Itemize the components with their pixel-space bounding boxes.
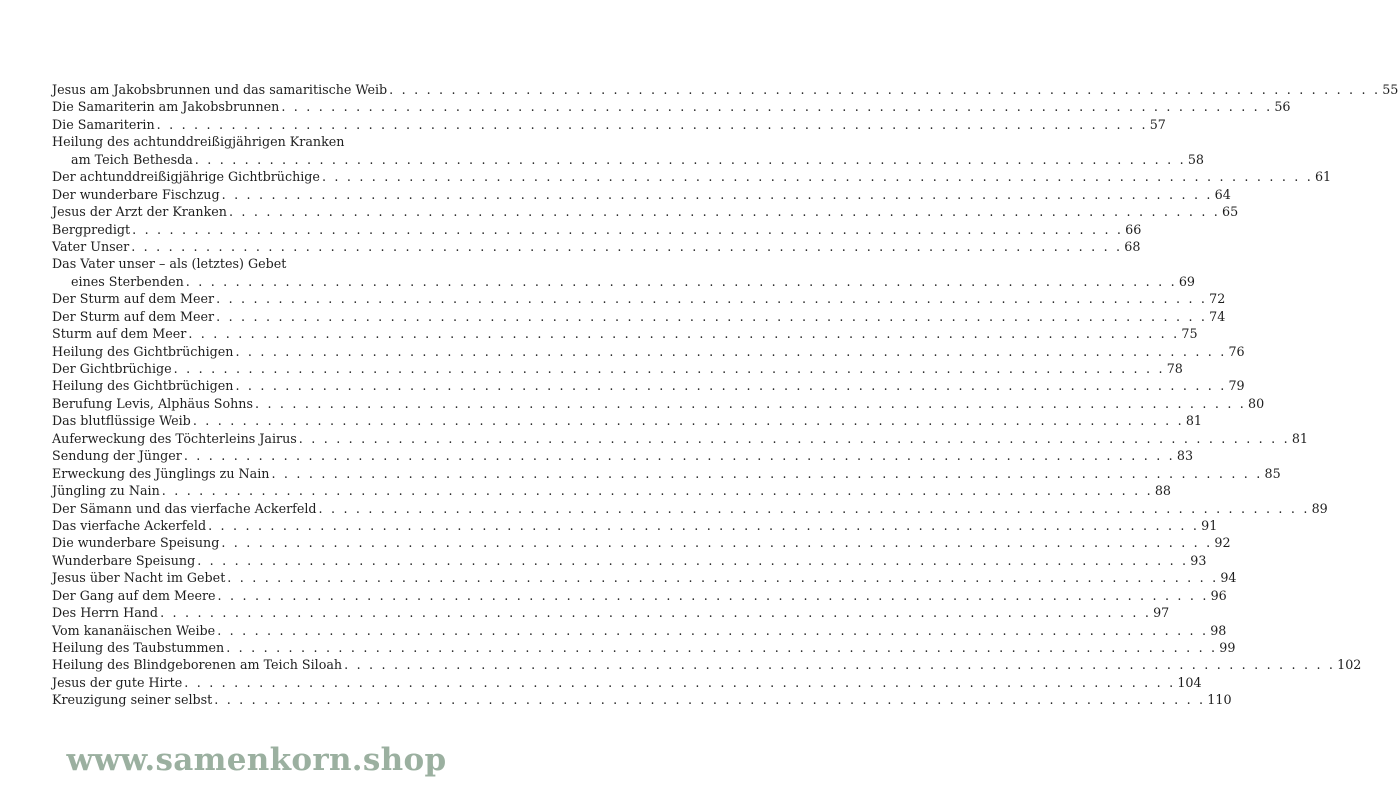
toc-entry-page: 64 bbox=[1214, 186, 1231, 202]
toc-entry bbox=[52, 639, 1236, 656]
toc-entry-title: Die wunderbare Speisung bbox=[52, 535, 220, 551]
toc-entry-title: Jesus über Nacht im Gebet bbox=[52, 570, 226, 586]
toc-dot-leader: . . . . . . . . . . . . . . . . . . . . . . . . . . . . . . . . . . . . . . . . . . . . . . . . . . . . . . . . . . . . . . . . . . . . . . . . . . . . . . . . bbox=[389, 82, 1381, 97]
toc-dot-leader: . . . . . . . . . . . . . . . . . . . . . . . . . . . . . . . . . . . . . . . . . . . . . . . . . . . . . . . . . . . . . . . . . . . . . . . . . . . . . . . . bbox=[188, 326, 1180, 342]
toc-entry-page: 75 bbox=[1181, 326, 1198, 342]
toc-entry-title: Der Sturm auf dem Meer bbox=[52, 308, 215, 324]
toc-dot-leader: . . . . . . . . . . . . . . . . . . . . . . . . . . . . . . . . . . . . . . . . . . . . . . . . . . . . . . . . . . . . . . . . . . . . . . . . . . . . . . . . bbox=[184, 674, 1176, 690]
toc-entry-page: 85 bbox=[1264, 465, 1281, 481]
toc-entry bbox=[52, 447, 1194, 464]
toc-dot-leader: . . . . . . . . . . . . . . . . . . . . . . . . . . . . . . . . . . . . . . . . . . . . . . . . . . . . . . . . . . . . . . . . . . . . . . . . . . . . . . . . bbox=[183, 448, 1175, 464]
toc-dot-leader: . . . . . . . . . . . . . . . . . . . . . . . . . . . . . . . . . . . . . . . . . . . . . . . . . . . . . . . . . . . . . . . . . . . . . . . . . . . . . . . . bbox=[173, 361, 1165, 376]
toc-entry-page: 89 bbox=[1311, 500, 1328, 516]
toc-entry-title: Heilung des Taubstummen bbox=[52, 640, 225, 655]
toc-dot-leader: . . . . . . . . . . . . . . . . . . . . . . . . . . . . . . . . . . . . . . . . . . . . . . . . . . . . . . . . . . . . . . . . . . . . . . . . . . . . . . . . bbox=[192, 413, 1184, 429]
toc-entry-page: 79 bbox=[1228, 378, 1245, 394]
toc-entry-page: 81 bbox=[1291, 430, 1308, 446]
toc-entry-title: Jesus am Jakobsbrunnen und das samaritische Weib bbox=[52, 82, 388, 97]
toc-entry bbox=[52, 168, 1332, 185]
toc-entry bbox=[52, 151, 1204, 168]
toc-dot-leader: . . . . . . . . . . . . . . . . . . . . . . . . . . . . . . . . . . . . . . . . . . . . . . . . . . . . . . . . . . . . . . . . . . . . . . . . . . . . . . . . bbox=[221, 535, 1213, 551]
toc-entry-title: Heilung des Gichtbrüchigen bbox=[52, 343, 234, 359]
website-url: www.samenkorn.shop bbox=[66, 742, 447, 778]
toc-dot-leader: . . . . . . . . . . . . . . . . . . . . . . . . . . . . . . . . . . . . . . . . . . . . . . . . . . . . . . . . . . . . . . . . . . . . . . . . . . . . . . . . bbox=[131, 238, 1123, 254]
toc-entry-title: Des Herrn Hand bbox=[52, 605, 159, 621]
toc-entry-title: Der Sturm auf dem Meer bbox=[52, 291, 215, 307]
toc-entry-title: Sturm auf dem Meer bbox=[52, 326, 187, 342]
toc-entry-title: Heilung des Gichtbrüchigen bbox=[52, 378, 234, 394]
toc-entry bbox=[52, 203, 1239, 220]
toc-entry bbox=[52, 674, 1202, 691]
toc-entry-page: 61 bbox=[1314, 169, 1332, 185]
toc-entry bbox=[52, 325, 1198, 342]
toc-entry-title: Vom kananäischen Weibe bbox=[52, 622, 216, 638]
toc-entry-title: Der Gichtbrüchige bbox=[52, 361, 172, 376]
toc-entry bbox=[52, 569, 1237, 586]
toc-entry-page: 97 bbox=[1153, 605, 1170, 621]
toc-entry-page: 78 bbox=[1166, 361, 1183, 376]
toc-entry-title: eines Sterbenden bbox=[71, 273, 184, 289]
toc-entry bbox=[52, 517, 1218, 534]
toc-entry-page: 65 bbox=[1222, 204, 1239, 220]
toc-entry-title: Das vierfache Ackerfeld bbox=[52, 517, 207, 533]
toc-entry bbox=[52, 604, 1170, 621]
toc-entry-page: 83 bbox=[1176, 448, 1194, 464]
toc-entry-title: Berufung Levis, Alphäus Sohns bbox=[52, 395, 253, 411]
toc-dot-leader: . . . . . . . . . . . . . . . . . . . . . . . . . . . . . . . . . . . . . . . . . . . . . . . . . . . . . . . . . . . . . . . . . . . . . . . . . . . . . . . . bbox=[160, 605, 1152, 621]
table-of-contents bbox=[52, 81, 1398, 709]
toc-entry-title: am Teich Bethesda bbox=[71, 151, 193, 167]
toc-entry-title: Jüngling zu Nain bbox=[52, 483, 160, 499]
toc-entry-title: Der wunderbare Fischzug bbox=[52, 186, 220, 202]
toc-entry bbox=[52, 482, 1171, 499]
toc-dot-leader: . . . . . . . . . . . . . . . . . . . . . . . . . . . . . . . . . . . . . . . . . . . . . . . . . . . . . . . . . . . . . . . . . . . . . . . . . . . . . . . . bbox=[185, 273, 1177, 289]
toc-entry-page: 72 bbox=[1209, 291, 1226, 307]
toc-entry bbox=[52, 81, 1398, 98]
toc-entry-title: Die Samariterin am Jakobsbrunnen bbox=[52, 99, 280, 115]
toc-entry bbox=[52, 395, 1265, 412]
toc-entry-title: Sendung der Jünger bbox=[52, 448, 182, 464]
toc-entry bbox=[52, 552, 1207, 569]
toc-entry-page: 68 bbox=[1124, 238, 1141, 254]
toc-entry-page: 102 bbox=[1337, 657, 1362, 673]
toc-dot-leader: . . . . . . . . . . . . . . . . . . . . . . . . . . . . . . . . . . . . . . . . . . . . . . . . . . . . . . . . . . . . . . . . . . . . . . . . . . . . . . . . bbox=[281, 99, 1273, 115]
toc-dot-leader: . . . . . . . . . . . . . . . . . . . . . . . . . . . . . . . . . . . . . . . . . . . . . . . . . . . . . . . . . . . . . . . . . . . . . . . . . . . . . . . . bbox=[161, 483, 1153, 499]
toc-dot-leader: . . . . . . . . . . . . . . . . . . . . . . . . . . . . . . . . . . . . . . . . . . . . . . . . . . . . . . . . . . . . . . . . . . . . . . . . . . . . . . . . bbox=[197, 552, 1189, 568]
toc-dot-leader: . . . . . . . . . . . . . . . . . . . . . . . . . . . . . . . . . . . . . . . . . . . . . . . . . . . . . . . . . . . . . . . . . . . . . . . . . . . . . . . . bbox=[194, 151, 1186, 167]
toc-entry-title: Wunderbare Speisung bbox=[52, 552, 196, 568]
toc-entry-page: 98 bbox=[1210, 622, 1227, 638]
toc-entry-title: Erweckung des Jünglings zu Nain bbox=[52, 465, 270, 481]
toc-entry-page: 91 bbox=[1201, 517, 1218, 533]
toc-entry bbox=[52, 622, 1227, 639]
toc-entry-page: 94 bbox=[1220, 570, 1237, 586]
toc-entry-title: Die Samariterin bbox=[52, 116, 155, 132]
toc-entry-page: 55 bbox=[1382, 82, 1398, 97]
toc-entry bbox=[52, 308, 1226, 325]
toc-dot-leader: . . . . . . . . . . . . . . . . . . . . . . . . . . . . . . . . . . . . . . . . . . . . . . . . . . . . . . . . . . . . . . . . . . . . . . . . . . . . . . . . bbox=[298, 430, 1290, 446]
toc-entry bbox=[52, 534, 1231, 551]
toc-entry-page: 81 bbox=[1185, 413, 1203, 429]
toc-entry-page: 69 bbox=[1178, 273, 1195, 289]
toc-dot-leader: . . . . . . . . . . . . . . . . . . . . . . . . . . . . . . . . . . . . . . . . . . . . . . . . . . . . . . . . . . . . . . . . . . . . . . . . . . . . . . . . bbox=[156, 116, 1148, 132]
toc-entry-title: Der Sämann und das vierfache Ackerfeld bbox=[52, 500, 317, 516]
toc-entry-page: 66 bbox=[1125, 221, 1142, 237]
toc-entry-page: 74 bbox=[1209, 308, 1226, 324]
toc-dot-leader: . . . . . . . . . . . . . . . . . . . . . . . . . . . . . . . . . . . . . . . . . . . . . . . . . . . . . . . . . . . . . . . . . . . . . . . . . . . . . . . . bbox=[254, 395, 1247, 411]
toc-entry bbox=[52, 430, 1308, 447]
toc-dot-leader: . . . . . . . . . . . . . . . . . . . . . . . . . . . . . . . . . . . . . . . . . . . . . . . . . . . . . . . . . . . . . . . . . . . . . . . . . . . . . . . . bbox=[132, 221, 1124, 237]
toc-entry-page: 56 bbox=[1274, 99, 1291, 115]
toc-dot-leader: . . . . . . . . . . . . . . . . . . . . . . . . . . . . . . . . . . . . . . . . . . . . . . . . . . . . . . . . . . . . . . . . . . . . . . . . . . . . . . . . bbox=[235, 378, 1227, 394]
toc-entry-page: 92 bbox=[1214, 535, 1231, 551]
toc-dot-leader: . . . . . . . . . . . . . . . . . . . . . . . . . . . . . . . . . . . . . . . . . . . . . . . . . . . . . . . . . . . . . . . . . . . . . . . . . . . . . . . . bbox=[228, 204, 1221, 220]
toc-entry-page: 99 bbox=[1219, 640, 1236, 655]
toc-dot-leader: . . . . . . . . . . . . . . . . . . . . . . . . . . . . . . . . . . . . . . . . . . . . . . . . . . . . . . . . . . . . . . . . . . . . . . . . . . . . . . . . bbox=[221, 186, 1213, 202]
toc-dot-leader: . . . . . . . . . . . . . . . . . . . . . . . . . . . . . . . . . . . . . . . . . . . . . . . . . . . . . . . . . . . . . . . . . . . . . . . . . . . . . . . . bbox=[208, 517, 1200, 533]
toc-dot-leader: . . . . . . . . . . . . . . . . . . . . . . . . . . . . . . . . . . . . . . . . . . . . . . . . . . . . . . . . . . . . . . . . . . . . . . . . . . . . . . . . bbox=[216, 291, 1208, 307]
toc-dot-leader: . . . . . . . . . . . . . . . . . . . . . . . . . . . . . . . . . . . . . . . . . . . . . . . . . . . . . . . . . . . . . . . . . . . . . . . . . . . . . . . . bbox=[318, 500, 1310, 516]
toc-entry bbox=[52, 98, 1291, 115]
toc-dot-leader: . . . . . . . . . . . . . . . . . . . . . . . . . . . . . . . . . . . . . . . . . . . . . . . . . . . . . . . . . . . . . . . . . . . . . . . . . . . . . . . . bbox=[217, 587, 1209, 603]
toc-entry-title: Heilung des achtunddreißigjährigen Kranken bbox=[52, 134, 345, 150]
toc-dot-leader: . . . . . . . . . . . . . . . . . . . . . . . . . . . . . . . . . . . . . . . . . . . . . . . . . . . . . . . . . . . . . . . . . . . . . . . . . . . . . . . . bbox=[271, 465, 1263, 481]
toc-entry-page: 110 bbox=[1207, 692, 1232, 708]
toc-entry bbox=[52, 116, 1166, 133]
toc-entry bbox=[52, 360, 1183, 377]
toc-entry-page: 57 bbox=[1149, 116, 1166, 132]
toc-entry-page: 104 bbox=[1177, 674, 1202, 690]
toc-entry-title: Der achtunddreißigjährige Gichtbrüchige bbox=[52, 169, 320, 185]
toc-entry-page: 96 bbox=[1210, 587, 1227, 603]
toc-entry bbox=[52, 273, 1195, 290]
toc-entry-title: Das Vater unser – als (letztes) Gebet bbox=[52, 256, 287, 272]
toc-entry bbox=[52, 412, 1203, 429]
toc-dot-leader: . . . . . . . . . . . . . . . . . . . . . . . . . . . . . . . . . . . . . . . . . . . . . . . . . . . . . . . . . . . . . . . . . . . . . . . . . . . . . . . . bbox=[227, 570, 1219, 586]
toc-dot-leader: . . . . . . . . . . . . . . . . . . . . . . . . . . . . . . . . . . . . . . . . . . . . . . . . . . . . . . . . . . . . . . . . . . . . . . . . . . . . . . . . bbox=[217, 622, 1209, 638]
toc-entry-title: Kreuzigung seiner selbst bbox=[52, 692, 213, 708]
toc-entry bbox=[52, 238, 1141, 255]
toc-dot-leader: . . . . . . . . . . . . . . . . . . . . . . . . . . . . . . . . . . . . . . . . . . . . . . . . . . . . . . . . . . . . . . . . . . . . . . . . . . . . . . . . bbox=[226, 640, 1218, 655]
toc-entry-page: 88 bbox=[1154, 483, 1171, 499]
toc-entry bbox=[52, 656, 1362, 673]
toc-entry-title: Das blutflüssige Weib bbox=[52, 413, 191, 429]
toc-dot-leader: . . . . . . . . . . . . . . . . . . . . . . . . . . . . . . . . . . . . . . . . . . . . . . . . . . . . . . . . . . . . . . . . . . . . . . . . . . . . . . . . bbox=[216, 308, 1208, 324]
toc-dot-leader: . . . . . . . . . . . . . . . . . . . . . . . . . . . . . . . . . . . . . . . . . . . . . . . . . . . . . . . . . . . . . . . . . . . . . . . . . . . . . . . . bbox=[214, 692, 1206, 708]
toc-entry-page: 58 bbox=[1187, 151, 1204, 167]
toc-entry-page: 93 bbox=[1190, 552, 1207, 568]
toc-entry bbox=[52, 500, 1328, 517]
toc-entry bbox=[52, 343, 1245, 360]
toc-entry bbox=[52, 587, 1227, 604]
toc-entry-title: Heilung des Blindgeborenen am Teich Siloah bbox=[52, 657, 343, 673]
toc-entry bbox=[52, 290, 1226, 307]
toc-entry bbox=[52, 465, 1281, 482]
toc-entry-page: 80 bbox=[1248, 395, 1265, 411]
toc-entry-title: Vater Unser bbox=[52, 238, 130, 254]
toc-entry bbox=[52, 186, 1231, 203]
toc-entry bbox=[52, 133, 460, 150]
toc-entry-page: 76 bbox=[1228, 343, 1245, 359]
toc-entry bbox=[52, 377, 1245, 394]
toc-entry-title: Jesus der Arzt der Kranken bbox=[52, 204, 227, 220]
toc-entry-title: Jesus der gute Hirte bbox=[52, 674, 183, 690]
toc-dot-leader: . . . . . . . . . . . . . . . . . . . . . . . . . . . . . . . . . . . . . . . . . . . . . . . . . . . . . . . . . . . . . . . . . . . . . . . . . . . . . . . . bbox=[321, 169, 1313, 185]
toc-entry bbox=[52, 255, 460, 272]
toc-dot-leader: . . . . . . . . . . . . . . . . . . . . . . . . . . . . . . . . . . . . . . . . . . . . . . . . . . . . . . . . . . . . . . . . . . . . . . . . . . . . . . . . bbox=[235, 343, 1227, 359]
toc-entry-title: Bergpredigt bbox=[52, 221, 131, 237]
toc-entry-title: Auferweckung des Töchterleins Jairus bbox=[52, 430, 297, 446]
toc-entry bbox=[52, 691, 1232, 708]
toc-entry-title: Der Gang auf dem Meere bbox=[52, 587, 216, 603]
toc-entry bbox=[52, 221, 1142, 238]
toc-dot-leader: . . . . . . . . . . . . . . . . . . . . . . . . . . . . . . . . . . . . . . . . . . . . . . . . . . . . . . . . . . . . . . . . . . . . . . . . . . . . . . . . bbox=[344, 657, 1336, 673]
